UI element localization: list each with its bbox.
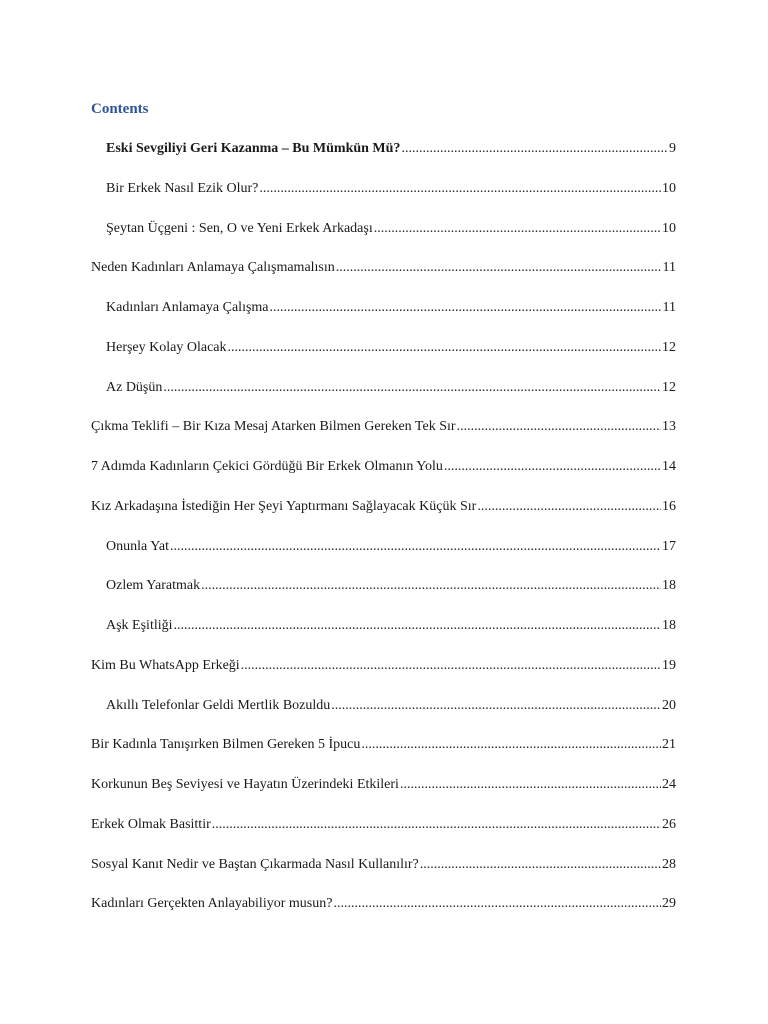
toc-entry-title: Ozlem Yaratmak	[106, 578, 201, 594]
toc-dot-leader	[170, 537, 661, 557]
toc-entry-title: Kız Arkadaşına İstediğin Her Şeyi Yaptırmanı Sağlayacak Küçük Sır	[91, 498, 477, 514]
toc-dot-leader	[212, 815, 661, 835]
toc-entry-title: Bir Erkek Nasıl Ezik Olur?	[106, 180, 259, 196]
toc-entry-title: Akıllı Telefonlar Geldi Mertlik Bozuldu	[106, 697, 331, 713]
toc-entry[interactable]	[106, 537, 676, 557]
toc-entry[interactable]	[106, 576, 676, 596]
toc-entry-page-number: 12	[662, 379, 676, 395]
toc-entry-title: Sosyal Kanıt Nedir ve Baştan Çıkarmada Nasıl Kullanılır?	[91, 856, 419, 872]
toc-entry[interactable]	[91, 735, 676, 755]
toc-entry-page-number: 21	[662, 737, 676, 753]
toc-entry-page-number: 10	[662, 180, 676, 196]
toc-entry[interactable]	[91, 258, 676, 278]
toc-dot-leader	[201, 576, 661, 596]
toc-entry-page-number: 18	[662, 578, 676, 594]
toc-entry-page-number: 26	[662, 816, 676, 832]
toc-dot-leader	[420, 855, 661, 875]
toc-entry[interactable]	[106, 338, 676, 358]
toc-entry-title: 7 Adımda Kadınların Çekici Gördüğü Bir Erkek Olmanın Yolu	[91, 459, 443, 474]
toc-entry-title: Aşk Eşitliği	[106, 618, 173, 633]
toc-entry-title: Kadınları Gerçekten Anlayabiliyor musun?	[91, 896, 333, 912]
toc-entry[interactable]	[106, 219, 676, 239]
toc-entry-page-number: 14	[662, 459, 676, 474]
toc-entry[interactable]	[106, 696, 676, 716]
toc-entry-title: Eski Sevgiliyi Geri Kazanma – Bu Mümkün Mü?	[106, 141, 401, 156]
toc-entry[interactable]	[91, 775, 676, 795]
toc-entry-page-number: 29	[662, 896, 676, 912]
toc-dot-leader	[477, 497, 661, 517]
toc-dot-leader	[259, 179, 661, 199]
toc-entry[interactable]	[91, 656, 676, 676]
toc-dot-leader	[400, 775, 661, 795]
toc-entry-page-number: 10	[662, 220, 676, 236]
toc-entry[interactable]	[91, 417, 676, 437]
toc-entry-title: Korkunun Beş Seviyesi ve Hayatın Üzerindeki Etkileri	[91, 777, 399, 792]
toc-entry-title: Bir Kadınla Tanışırken Bilmen Gereken 5 İpucu	[91, 737, 361, 753]
toc-entry-page-number: 12	[662, 339, 676, 355]
toc-dot-leader	[333, 894, 661, 914]
toc-entry-page-number: 20	[662, 697, 676, 713]
toc-dot-leader	[174, 616, 661, 636]
toc-entry[interactable]	[106, 139, 676, 159]
toc-entry-title: Kadınları Anlamaya Çalışma	[106, 300, 269, 315]
toc-dot-leader	[163, 378, 661, 398]
toc-dot-leader	[401, 139, 668, 159]
toc-entry-title: Kim Bu WhatsApp Erkeği	[91, 657, 240, 673]
toc-entry[interactable]	[106, 179, 676, 199]
toc-dot-leader	[331, 696, 661, 716]
toc-entry[interactable]	[106, 298, 676, 318]
toc-entry-title: Herşey Kolay Olacak	[106, 339, 227, 355]
toc-entry-title: Erkek Olmak Basittir	[91, 816, 211, 832]
toc-entry[interactable]	[91, 457, 676, 477]
toc-dot-leader	[228, 338, 661, 358]
toc-entry-title: Neden Kadınları Anlamaya Çalışmamalısın	[91, 260, 335, 276]
toc-entry-title: Şeytan Üçgeni : Sen, O ve Yeni Erkek Arkadaşı	[106, 220, 373, 236]
toc-entry[interactable]	[106, 378, 676, 398]
toc-dot-leader	[444, 457, 661, 477]
toc-entry-page-number: 11	[662, 300, 676, 315]
toc-entry-page-number: 28	[662, 856, 676, 872]
toc-entry-page-number: 9	[669, 141, 676, 156]
toc-entry-page-number: 16	[662, 498, 676, 514]
toc-entry-page-number: 19	[662, 657, 676, 673]
toc-entry-page-number: 13	[662, 419, 676, 435]
toc-dot-leader	[361, 735, 661, 755]
toc-entry-title: Çıkma Teklifi – Bir Kıza Mesaj Atarken Bilmen Gereken Tek Sır	[91, 419, 456, 435]
toc-dot-leader	[241, 656, 661, 676]
toc-entry-title: Az Düşün	[106, 379, 163, 395]
toc-entry-page-number: 17	[662, 538, 676, 554]
toc-dot-leader	[374, 219, 661, 239]
toc-entry[interactable]	[91, 815, 676, 835]
toc-dot-leader	[270, 298, 662, 318]
toc-dot-leader	[336, 258, 662, 278]
toc-entry[interactable]	[106, 616, 676, 636]
toc-heading: Contents	[91, 101, 149, 117]
toc-entry[interactable]	[91, 855, 676, 875]
toc-entry-page-number: 24	[662, 777, 676, 792]
toc-entry-title: Onunla Yat	[106, 538, 170, 554]
toc-entry[interactable]	[91, 497, 676, 517]
toc-entry[interactable]	[91, 894, 676, 914]
toc-dot-leader	[457, 417, 661, 437]
toc-entry-page-number: 11	[662, 260, 676, 276]
toc-entry-page-number: 18	[662, 618, 676, 633]
